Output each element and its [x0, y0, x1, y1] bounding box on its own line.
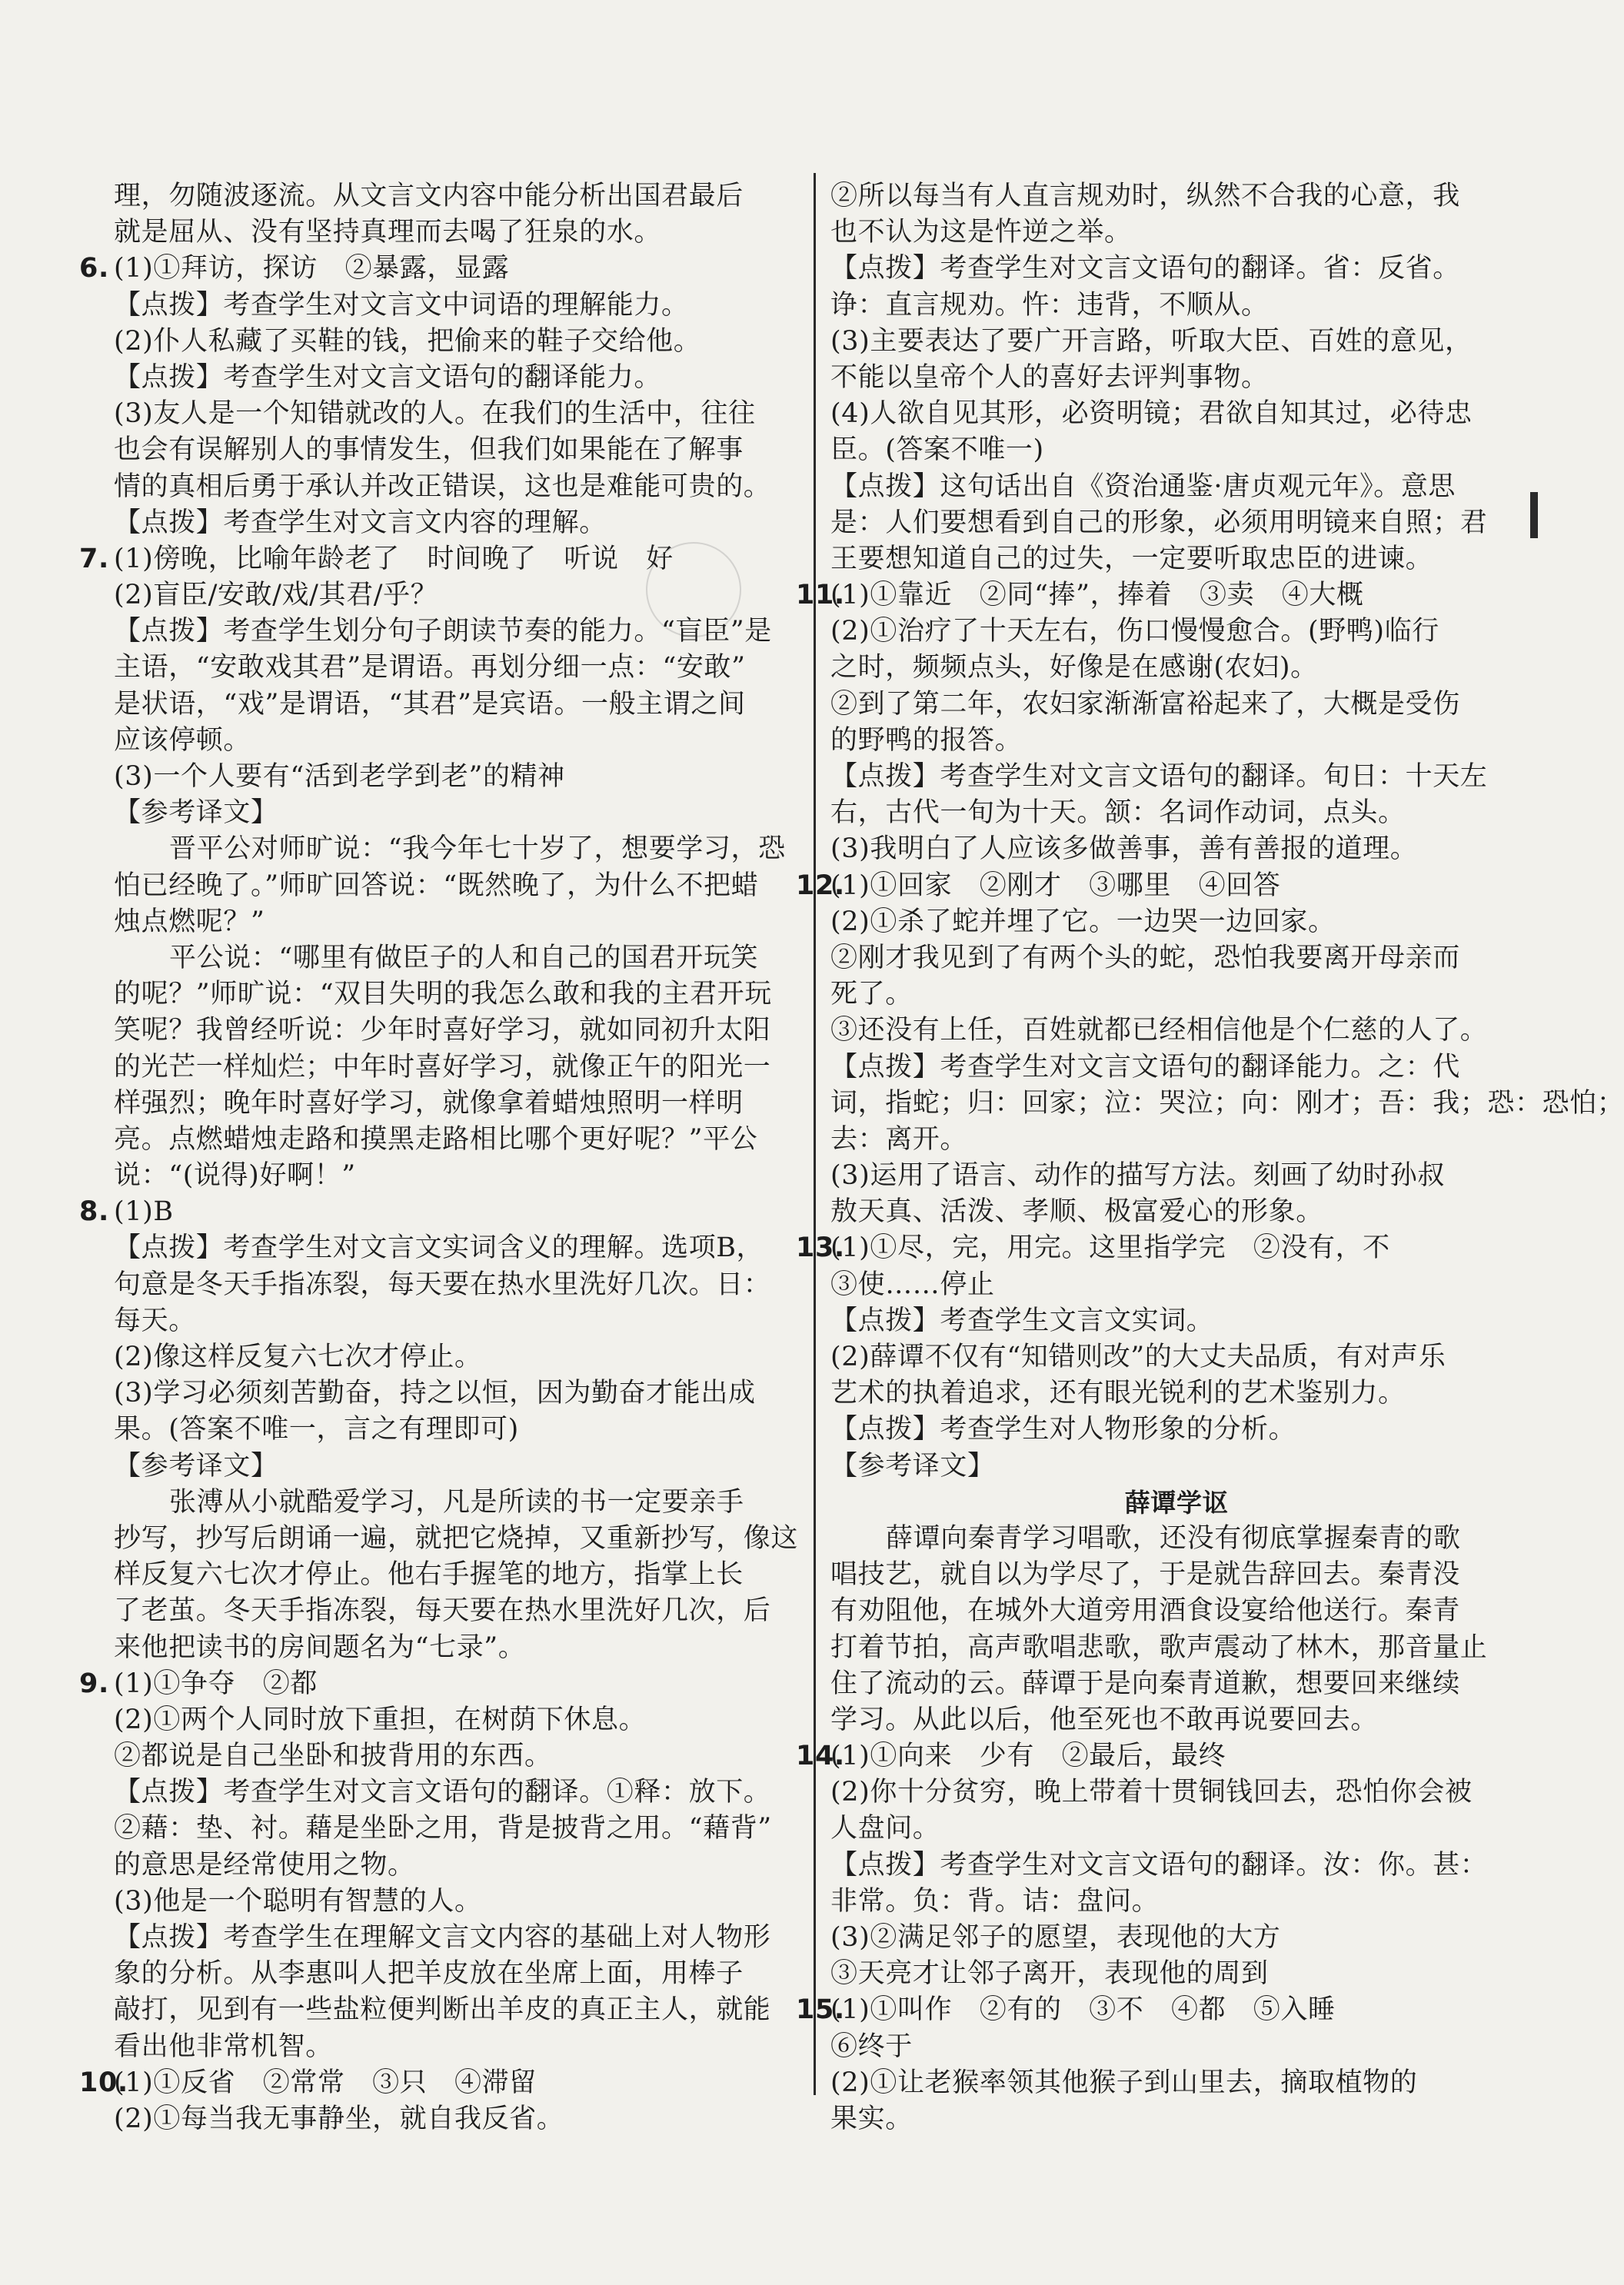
text-line: 每天。 — [114, 1305, 196, 1336]
text-line: 也会有误解别人的事情发生，但我们如果能在了解事 — [114, 434, 744, 466]
question-number: 12. — [796, 870, 845, 901]
question-number: 14. — [796, 1741, 845, 1772]
text-line: (2)①治疗了十天左右，伤口慢慢愈合。(野鸭)临行 — [830, 616, 1439, 647]
text-line: 右，古代一旬为十天。颔：名词作动词，点头。 — [830, 797, 1406, 829]
answer-text: (1)傍晚，比喻年龄老了 时间晚了 听说 好 — [114, 543, 674, 574]
text-line: 【点拨】考查学生划分句子朗读节奏的能力。“盲臣”是 — [114, 616, 772, 647]
answer-text: (1)①反省 ②常常 ③只 ④滞留 — [114, 2067, 537, 2098]
text-line: 词，指蛇；归：回家；泣：哭泣；向：刚才；吾：我；恐：恐怕； — [830, 1087, 1624, 1119]
text-line: 薛谭向秦青学习唱歌，还没有彻底掌握秦青的歌 — [886, 1522, 1461, 1554]
question-line — [79, 1194, 806, 1230]
text-line: 之时，频频点头，好像是在感谢(农妇)。 — [830, 652, 1318, 684]
text-line: (2)①两个人同时放下重担，在树荫下休息。 — [114, 1704, 647, 1735]
text-line: 【点拨】考查学生对文言文语句的翻译能力。之：代 — [830, 1051, 1460, 1083]
question-number: 13. — [796, 1232, 845, 1264]
text-line: 【点拨】考查学生文言文实词。 — [830, 1305, 1214, 1336]
text-line: ②到了第二年，农妇家渐渐富裕起来了，大概是受伤 — [830, 688, 1460, 720]
question-line — [796, 1230, 1522, 1266]
text-line: 唱技艺，就自以为学尽了，于是就告辞回去。秦青没 — [830, 1559, 1460, 1591]
text-line: (2)薛谭不仅有“知错则改”的大丈夫品质，有对声乐 — [830, 1342, 1446, 1372]
text-line: 看出他非常机智。 — [114, 2031, 333, 2062]
text-line: 【点拨】考查学生对文言文内容的理解。 — [114, 507, 607, 538]
answer-text: (1)①回家 ②刚才 ③哪里 ④回答 — [830, 870, 1281, 901]
text-line: 来他把读书的房间题名为“七录”。 — [114, 1631, 526, 1663]
text-line: (2)盲臣/安敢/戏/其君/乎？ — [114, 580, 438, 611]
text-line: 【点拨】考查学生对文言文语句的翻译。旬日：十天左 — [830, 761, 1488, 792]
text-line: 亮。点燃蜡烛走路和摸黑走路相比哪个更好呢？”平公 — [114, 1123, 758, 1155]
text-line: (2)仆人私藏了买鞋的钱，把偷来的鞋子交给他。 — [114, 325, 701, 357]
text-line: 晋平公对师旷说：“我今年七十岁了，想要学习，恐 — [169, 833, 786, 865]
column-divider — [814, 173, 816, 2095]
text-line: 也不认为这是忤逆之举。 — [830, 217, 1132, 248]
text-line: 的意思是经常使用之物。 — [114, 1849, 415, 1881]
text-line: ②刚才我见到了有两个头的蛇，恐怕我要离开母亲而 — [830, 942, 1460, 973]
answer-text: (1)①争夺 ②都 — [114, 1668, 318, 1699]
text-line: 是状语，“戏”是谓语，“其君”是宾语。一般主谓之间 — [114, 688, 746, 720]
answer-text: (1)①靠近 ②同“捧”，捧着 ③卖 ④大概 — [830, 580, 1364, 611]
text-line: 【参考译文】 — [830, 1450, 995, 1482]
text-line: 王要想知道自己的过失，一定要听取忠臣的进谏。 — [830, 543, 1433, 574]
text-line: (2)①让老猴率领其他猴子到山里去，摘取植物的 — [830, 2067, 1418, 2098]
text-line: 【参考译文】 — [114, 1450, 278, 1482]
question-line — [79, 2065, 806, 2101]
text-line: 果实。 — [830, 2103, 913, 2134]
page-edge-mark — [1530, 492, 1538, 538]
text-line: 样反复六七次才停止。他右手握笔的地方，指掌上长 — [114, 1559, 744, 1591]
text-line: (3)②满足邻子的愿望，表现他的大方 — [830, 1922, 1281, 1953]
text-line: (3)一个人要有“活到老学到老”的精神 — [114, 761, 565, 792]
answer-text: (1)①向来 少有 ②最后，最终 — [830, 1741, 1226, 1772]
text-line: 就是屈从、没有坚持真理而去喝了狂泉的水。 — [114, 217, 662, 248]
text-line: ③使……停止 — [830, 1269, 995, 1300]
text-line: 【点拨】考查学生在理解文言文内容的基础上对人物形 — [114, 1922, 771, 1953]
text-line: 住了流动的云。薛谭于是向秦青道歉，想要回来继续 — [830, 1668, 1460, 1699]
text-line: 【点拨】考查学生对文言文语句的翻译。汝：你。甚： — [830, 1849, 1488, 1881]
text-line: (2)你十分贫穷，晚上带着十贯铜钱回去，恐怕你会被 — [830, 1777, 1473, 1808]
text-line: (3)友人是一个知错就改的人。在我们的生活中，往往 — [114, 398, 756, 430]
text-line: ③还没有上任，百姓就都已经相信他是个仁慈的人了。 — [830, 1015, 1488, 1046]
left-column — [79, 178, 806, 2137]
text-line: (3)主要表达了要广开言路，听取大臣、百姓的意见， — [830, 325, 1473, 357]
text-line: 【点拨】考查学生对文言文语句的翻译。省：反省。 — [830, 253, 1460, 284]
text-line: 的野鸭的报答。 — [830, 724, 1023, 756]
text-line: 敲打，见到有一些盐粒便判断出羊皮的真正主人，就能 — [114, 1994, 771, 2026]
text-line: (3)运用了语言、动作的描写方法。刻画了幼时孙叔 — [830, 1160, 1445, 1192]
text-line: 应该停顿。 — [114, 724, 251, 756]
text-line: 主语，“安敢戏其君”是谓语。再划分细一点：“安敢” — [114, 652, 746, 684]
text-line: 笑呢？我曾经听说：少年时喜好学习，就如同初升太阳 — [114, 1015, 771, 1046]
text-line: (2)①杀了蛇并埋了它。一边哭一边回家。 — [830, 906, 1336, 937]
question-number: 8. — [79, 1196, 109, 1228]
question-number: 7. — [79, 543, 109, 574]
text-line: 【参考译文】 — [114, 797, 278, 829]
question-line — [796, 577, 1522, 614]
question-number: 9. — [79, 1668, 109, 1699]
text-line: 【点拨】考查学生对文言文实词含义的理解。选项B， — [114, 1232, 764, 1264]
text-line: 是：人们要想看到自己的形象，必须用明镜来自照；君 — [830, 507, 1488, 538]
question-line — [796, 1738, 1522, 1774]
answer-text: (1)①叫作 ②有的 ③不 ④都 ⑤入睡 — [830, 1994, 1336, 2026]
text-line: 了老茧。冬天手指冻裂，每天要在热水里洗好几次，后 — [114, 1595, 771, 1627]
text-line: 说：“(说得)好啊！” — [114, 1160, 356, 1192]
question-line — [79, 1666, 806, 1702]
question-number: 10. — [79, 2067, 128, 2098]
right-column — [796, 178, 1624, 2137]
text-line: 【点拨】考查学生对文言文语句的翻译能力。 — [114, 361, 662, 393]
text-line: 抄写，抄写后朗诵一遍，就把它烧掉，又重新抄写，像这 — [114, 1522, 799, 1554]
text-line: ②所以每当有人直言规劝时，纵然不合我的心意，我 — [830, 181, 1460, 211]
text-line: 诤：直言规劝。忤：违背，不顺从。 — [830, 289, 1269, 321]
text-line: 人盘问。 — [830, 1813, 940, 1844]
text-line: (2)像这样反复六七次才停止。 — [114, 1342, 482, 1372]
text-line: 的光芒一样灿烂；中年时喜好学习，就像正午的阳光一 — [114, 1051, 771, 1083]
text-line: ②都说是自己坐卧和披背用的东西。 — [114, 1741, 552, 1772]
text-line: (2)①每当我无事静坐，就自我反省。 — [114, 2103, 564, 2134]
question-number: 6. — [79, 253, 109, 284]
question-number: 15. — [796, 1994, 845, 2026]
text-line: 的呢？”师旷说：“双目失明的我怎么敢和我的主君开玩 — [114, 979, 772, 1010]
text-line: 【点拨】这句话出自《资治通鉴·唐贞观元年》。意思 — [830, 471, 1456, 502]
text-line: 烛点燃呢？” — [114, 906, 265, 937]
text-line: 敖天真、活泼、孝顺、极富爱心的形象。 — [830, 1196, 1323, 1228]
text-line: 平公说：“哪里有做臣子的人和自己的国君开玩笑 — [169, 942, 759, 973]
question-number: 11. — [796, 580, 845, 611]
question-line — [79, 251, 806, 287]
text-line: ③天亮才让邻子离开，表现他的周到 — [830, 1958, 1269, 1990]
text-line: 理，勿随波逐流。从文言文内容中能分析出国君最后 — [114, 181, 744, 211]
text-line: 去：离开。 — [830, 1123, 968, 1155]
text-line: 怕已经晚了。”师旷回答说：“既然晚了，为什么不把蜡 — [114, 870, 759, 901]
text-line: 【点拨】考查学生对文言文中词语的理解能力。 — [114, 289, 689, 321]
answer-text: (1)①尽，完，用完。这里指学完 ②没有，不 — [830, 1232, 1390, 1264]
text-line: 【点拨】考查学生对文言文语句的翻译。①释：放下。 — [114, 1777, 771, 1808]
text-line: 学习。从此以后，他至死也不敢再说要回去。 — [830, 1704, 1379, 1735]
text-line: 【点拨】考查学生对人物形象的分析。 — [830, 1414, 1296, 1445]
text-line: (3)学习必须刻苦勤奋，持之以恒，因为勤奋才能出成 — [114, 1378, 756, 1409]
text-line: (4)人欲自见其形，必资明镜；君欲自知其过，必待忠 — [830, 398, 1473, 430]
text-line: 死了。 — [830, 979, 913, 1010]
text-line: 打着节拍，高声歌唱悲歌，歌声震动了林木，那音量止 — [830, 1631, 1488, 1663]
text-line: 非常。负：背。诘：盘问。 — [830, 1885, 1160, 1917]
text-line: 臣。(答案不唯一) — [830, 434, 1044, 466]
text-line: 不能以皇帝个人的喜好去评判事物。 — [830, 361, 1269, 393]
text-line: 张溥从小就酷爱学习，凡是所读的书一定要亲手 — [169, 1486, 744, 1518]
answer-text: (1)B — [114, 1196, 174, 1228]
text-line: 果。(答案不唯一，言之有理即可) — [114, 1414, 519, 1445]
text-line: 情的真相后勇于承认并改正错误，这也是难能可贵的。 — [114, 471, 771, 502]
answer-text: (1)①拜访，探访 ②暴露，显露 — [114, 253, 510, 284]
text-line: 样强烈；晚年时喜好学习，就像拿着蜡烛照明一样明 — [114, 1087, 744, 1119]
text-line: 艺术的执着追求，还有眼光锐利的艺术鉴别力。 — [830, 1378, 1406, 1409]
text-line: 有劝阻他，在城外大道旁用酒食设宴给他送行。秦青 — [830, 1595, 1460, 1627]
question-line — [79, 541, 806, 577]
text-line: (3)我明白了人应该多做善事，善有善报的道理。 — [830, 833, 1418, 865]
text-line: (3)他是一个聪明有智慧的人。 — [114, 1885, 482, 1917]
text-line: 句意是冬天手指冻裂，每天要在热水里洗好几次。日： — [114, 1269, 771, 1300]
text-line: ②藉：垫、衬。藉是坐卧之用，背是披背之用。“藉背” — [114, 1813, 772, 1844]
text-line: 象的分析。从李惠叫人把羊皮放在坐席上面，用棒子 — [114, 1958, 744, 1990]
question-line — [796, 1992, 1522, 2028]
text-line: ⑥终于 — [830, 2031, 913, 2062]
section-heading: 薛谭学讴 — [1124, 1487, 1229, 1518]
question-line — [796, 868, 1522, 904]
